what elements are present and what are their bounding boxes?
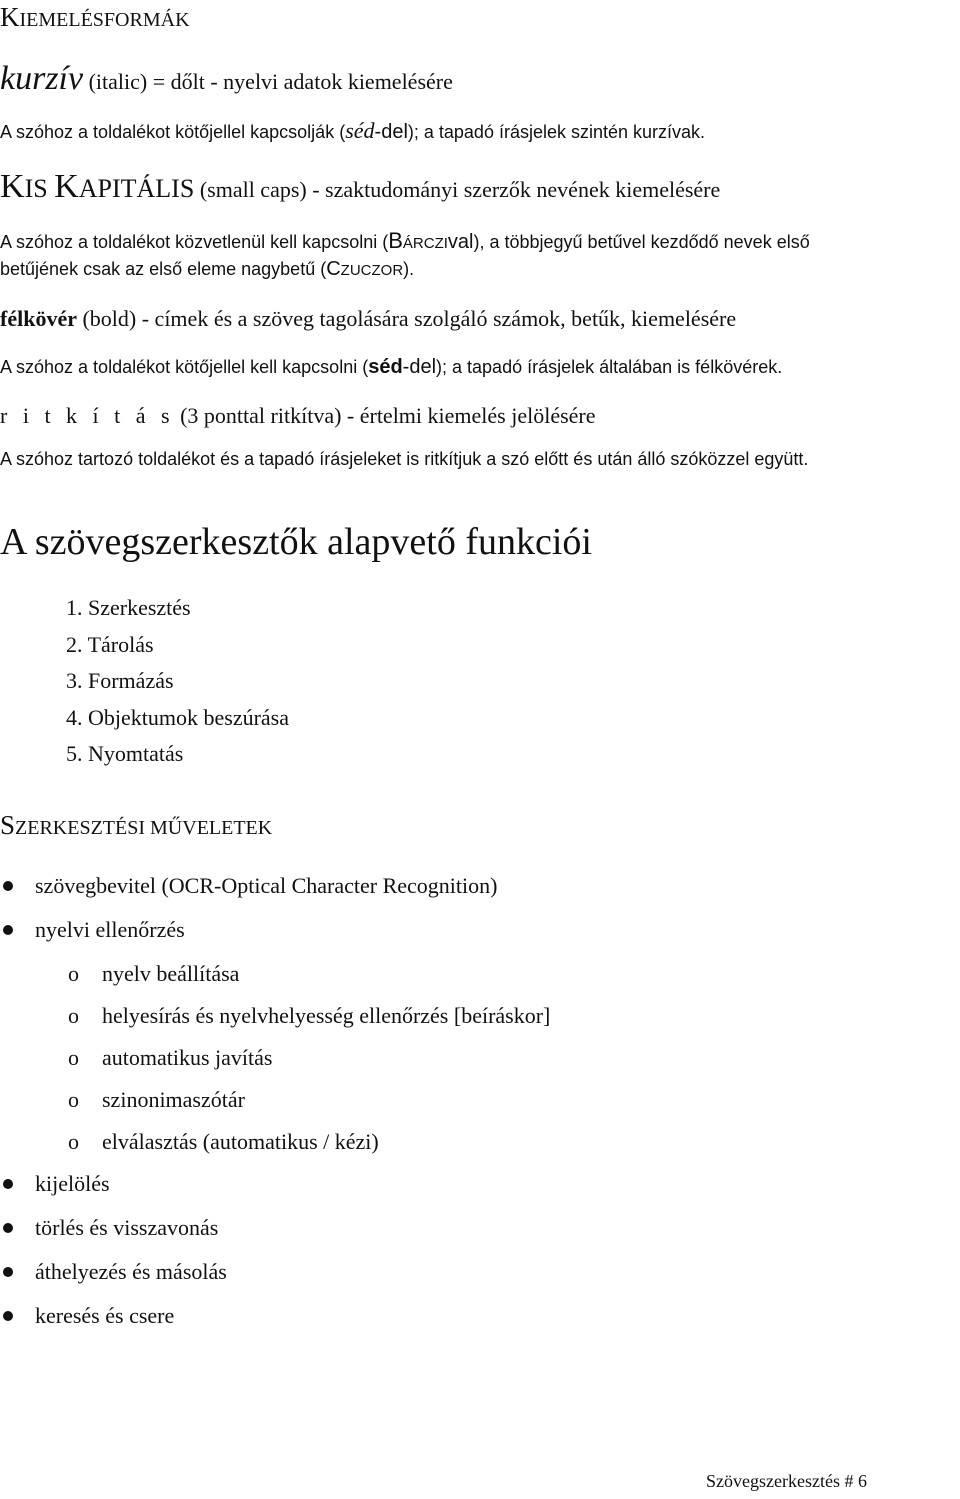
smallcaps-k1: K	[0, 168, 25, 205]
functions-list	[66, 590, 289, 773]
spaced-term: r i t k í t á s	[0, 403, 175, 428]
barczi-suffix: val	[447, 231, 474, 253]
list-item	[0, 866, 550, 910]
smallcaps-desc-b: ), a többjegyű betűvel kezdődő nevek első	[473, 232, 810, 252]
heading-initial: K	[0, 2, 20, 32]
circle-bullet-icon: o	[68, 1129, 79, 1154]
bold-desc-b: ); a tapadó írásjelek általában is félkövérek.	[436, 357, 783, 377]
sub-list-item	[0, 996, 550, 1038]
circle-bullet-icon: o	[68, 1045, 79, 1070]
smallcaps-description-line2	[0, 258, 414, 281]
circle-bullet-icon: o	[68, 1087, 79, 1112]
barczi-smallcaps: ÁRCZI	[402, 235, 448, 252]
italic-definition	[0, 60, 453, 98]
barczi-initial: B	[388, 228, 403, 253]
list-item	[0, 1296, 550, 1340]
bold-definition-text: (bold) - címek és a szöveg tagolására szolgáló számok, betűk, kiemelésére	[76, 306, 737, 331]
sub-list-item-label: automatikus javítás	[102, 1045, 273, 1070]
operations-title-smallcaps: ZERKESZTÉSI MŰVELETEK	[15, 817, 273, 839]
list-item-label: kijelölés	[35, 1171, 110, 1196]
list-item-label: törlés és visszavonás	[35, 1215, 219, 1240]
sub-list-item-label: szinonimaszótár	[102, 1087, 245, 1112]
bold-description	[0, 356, 782, 379]
italic-description	[0, 118, 705, 144]
smallcaps-desc-c: betűjének csak az első eleme nagybetű (	[0, 259, 327, 279]
sub-list-item	[0, 1080, 550, 1122]
smallcaps-k2: K	[54, 168, 79, 205]
bold-term: félkövér	[0, 306, 77, 331]
bullet-icon	[3, 1223, 13, 1233]
sub-list-item-label: elválasztás (automatikus / kézi)	[102, 1129, 379, 1154]
circle-bullet-icon: o	[68, 1003, 79, 1028]
sub-list-item-label: nyelv beállítása	[102, 961, 240, 986]
smallcaps-definition	[0, 168, 720, 206]
bold-desc-a: A szóhoz a toldalékot kötőjellel kell kapcsolni (	[0, 357, 369, 377]
czuczor-initial: C	[326, 258, 341, 280]
bold-definition	[0, 306, 736, 332]
functions-title: A szövegszerkesztők alapvető funkciói	[0, 521, 592, 563]
italic-desc-a: A szóhoz a toldalékot kötőjellel kapcsolják (	[0, 122, 346, 142]
operations-list	[0, 866, 550, 1340]
bullet-icon	[3, 1311, 13, 1321]
list-item: 4. Objektumok beszúrása	[66, 704, 289, 730]
list-item	[0, 910, 550, 954]
czuczor-smallcaps: ZUCZOR	[340, 262, 404, 279]
spaced-definition-text: (3 ponttal ritkítva) - értelmi kiemelés jelölésére	[174, 403, 596, 428]
heading-smallcaps: IEMELÉSFORMÁK	[19, 9, 190, 31]
smallcaps-k1-rest: IS	[24, 174, 55, 203]
list-item-label: nyelvi ellenőrzés	[35, 917, 185, 942]
sub-list-item	[0, 954, 550, 996]
list-item: 1. Szerkesztés	[66, 595, 191, 620]
list-item-label: áthelyezés és másolás	[35, 1259, 227, 1284]
italic-example: séd	[345, 118, 375, 143]
circle-bullet-icon: o	[68, 961, 79, 986]
operations-title	[0, 810, 272, 841]
page-footer: Szövegszerkesztés # 6	[706, 1471, 867, 1491]
italic-term: kurzív	[0, 60, 84, 97]
bullet-icon	[3, 1179, 13, 1189]
spaced-definition	[0, 403, 596, 429]
italic-example-suffix: -del	[374, 121, 408, 143]
sub-list-item	[0, 1122, 550, 1164]
bullet-icon	[3, 881, 13, 891]
bold-example-suffix: -del	[402, 356, 437, 378]
operations-title-initial: S	[0, 810, 16, 840]
bullet-icon	[3, 925, 13, 935]
italic-definition-text: (italic) = dőlt - nyelvi adatok kiemelésére	[83, 69, 453, 94]
section-heading-kiemelesformak	[0, 2, 190, 33]
sub-list-item	[0, 1038, 550, 1080]
list-item-label: keresés és csere	[35, 1303, 175, 1328]
smallcaps-desc-a: A szóhoz a toldalékot közvetlenül kell kapcsolni (	[0, 232, 389, 252]
smallcaps-k2-rest: APITÁLIS	[78, 174, 195, 203]
smallcaps-definition-text: (small caps) - szaktudományi szerzők nevének kiemelésére	[194, 177, 721, 202]
list-item	[0, 1208, 550, 1252]
bold-example: séd	[368, 356, 403, 378]
smallcaps-description-line1	[0, 228, 810, 254]
italic-desc-b: ); a tapadó írásjelek szintén kurzívak.	[407, 122, 706, 142]
bullet-icon	[3, 1267, 13, 1277]
list-item-label: szövegbevitel (OCR-Optical Character Recognition)	[35, 873, 498, 898]
list-item: 2. Tárolás	[66, 631, 154, 657]
list-item	[0, 1252, 550, 1296]
smallcaps-desc-d: ).	[403, 259, 415, 279]
list-item	[0, 1164, 550, 1208]
list-item: 5. Nyomtatás	[66, 741, 184, 766]
sub-list-item-label: helyesírás és nyelvhelyesség ellenőrzés [beíráskor]	[102, 1003, 551, 1028]
list-item: 3. Formázás	[66, 668, 174, 693]
spaced-description: A szóhoz tartozó toldalékot és a tapadó írásjeleket is ritkítjuk a szó előtt és után álló szóközzel együtt.	[0, 449, 809, 469]
